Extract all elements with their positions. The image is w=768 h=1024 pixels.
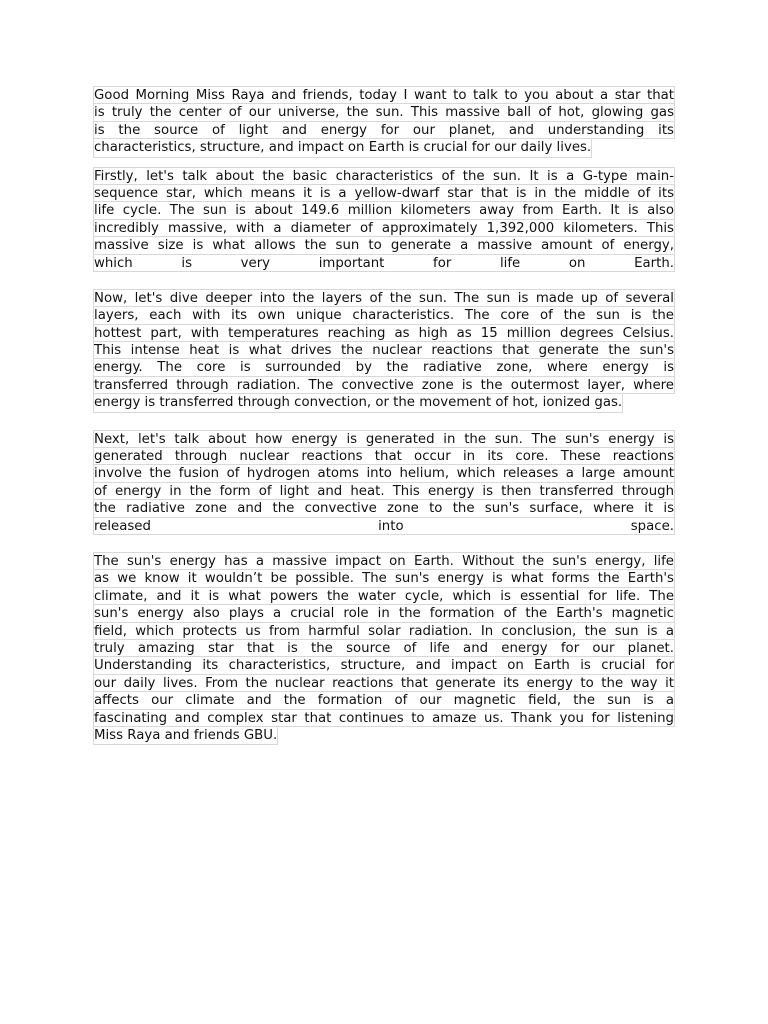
text-line: truly amazing star that is the source of life and energy for our planet. <box>94 640 674 656</box>
document-body <box>93 86 675 745</box>
paragraph-impact-conclusion <box>93 552 675 745</box>
paragraph-intro <box>93 86 675 158</box>
text-line: as we know it wouldn’t be possible. The sun's energy is what forms the Earth's <box>94 571 674 587</box>
text-line: sun's energy also plays a crucial role in the formation of the Earth's magnetic <box>94 606 674 622</box>
text-line: Next, let's talk about how energy is generated in the sun. The sun's energy is <box>94 431 674 447</box>
text-line: sequence star, which means it is a yellow-dwarf star that is in the middle of its <box>94 185 674 201</box>
text-line: fascinating and complex star that continues to amaze us. Thank you for listening <box>94 710 674 726</box>
text-line: Firstly, let's talk about the basic characteristics of the sun. It is a G-type main- <box>94 168 674 184</box>
text-line: generated through nuclear reactions that occur in its core. These reactions <box>94 449 674 465</box>
text-line: Good Morning Miss Raya and friends, today I want to talk to you about a star that <box>94 88 674 103</box>
text-line: released into space. <box>94 518 674 534</box>
text-line: massive size is what allows the sun to generate a massive amount of energy, <box>94 238 674 254</box>
paragraph-energy-generation <box>93 430 675 535</box>
text-line: The sun's energy has a massive impact on Earth. Without the sun's energy, life <box>94 554 674 570</box>
text-line: Now, let's dive deeper into the layers of the sun. The sun is made up of several <box>94 290 674 306</box>
text-line: characteristics, structure, and impact on Earth is crucial for our daily lives. <box>93 139 592 157</box>
text-line: affects our climate and the formation of our magnetic field, the sun is a <box>94 693 674 709</box>
text-line: of energy in the form of light and heat. This energy is then transferred through <box>94 483 674 499</box>
text-line: is the source of light and energy for our planet, and understanding its <box>94 122 674 138</box>
text-line: Miss Raya and friends GBU. <box>93 727 278 745</box>
text-line: hottest part, with temperatures reaching as high as 15 million degrees Celsius. <box>94 325 674 341</box>
text-line: field, which protects us from harmful solar radiation. In conclusion, the sun is a <box>94 623 674 639</box>
paragraph-layers <box>93 289 675 413</box>
text-line: climate, and it is what powers the water cycle, which is essential for life. The <box>94 588 674 604</box>
text-line: transferred through radiation. The convective zone is the outermost layer, where <box>94 377 674 393</box>
paragraph-characteristics <box>93 167 675 272</box>
text-line: our daily lives. From the nuclear reactions that generate its energy to the way it <box>94 675 674 691</box>
text-line: layers, each with its own unique characteristics. The core of the sun is the <box>94 308 674 324</box>
text-line: life cycle. The sun is about 149.6 million kilometers away from Earth. It is also <box>94 203 674 219</box>
text-line: involve the fusion of hydrogen atoms into helium, which releases a large amount <box>94 466 674 482</box>
text-line: is truly the center of our universe, the sun. This massive ball of hot, glowing gas <box>94 105 674 121</box>
text-line: energy is transferred through convection, or the movement of hot, ionized gas. <box>93 394 623 412</box>
text-line: incredibly massive, with a diameter of approximately 1,392,000 kilometers. This <box>94 220 674 236</box>
text-line: which is very important for life on Earth. <box>94 255 674 271</box>
text-line: Understanding its characteristics, structure, and impact on Earth is crucial for <box>94 658 674 674</box>
text-line: energy. The core is surrounded by the radiative zone, where energy is <box>94 360 674 376</box>
text-line: the radiative zone and the convective zone to the sun's surface, where it is <box>94 501 674 517</box>
text-line: This intense heat is what drives the nuclear reactions that generate the sun's <box>94 343 674 359</box>
